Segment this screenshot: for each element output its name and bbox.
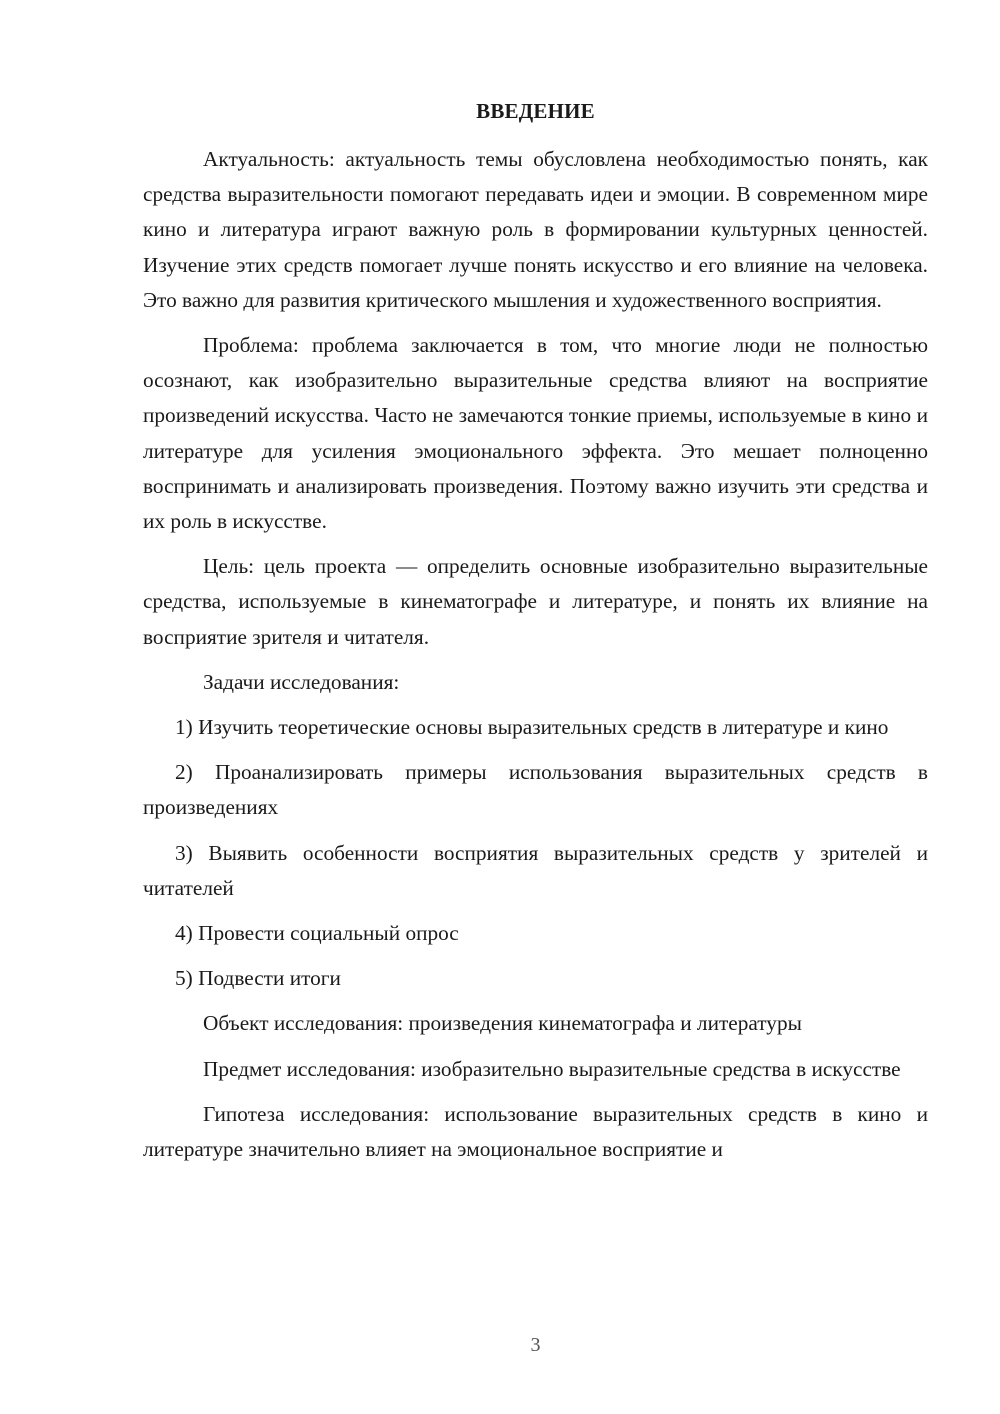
task-item-4: 4) Провести социальный опрос (175, 921, 459, 946)
task-item-3: 3) Выявить особенности восприятия выразительных средств у зрителей и читателей (143, 840, 928, 900)
paragraph-relevance: Актуальность: актуальность темы обусловлена необходимостью понять, как средства выразительности помогают передавать идеи и эмоции. В современном мире кино и литература играют важную роль в формировании культурных ценностей. Изучение этих средств помогает лучше понять искусство и его влияние на человека. Это важно для развития критического мышления и художественного восприятия. (143, 147, 928, 312)
task-item-5: 5) Подвести итоги (175, 966, 341, 991)
document-page (143, 0, 928, 1414)
task-item-1: 1) Изучить теоретические основы выразительных средств в литературе и кино (175, 715, 889, 740)
document-body (143, 142, 928, 1167)
paragraph-object: Объект исследования: произведения кинематографа и литературы (203, 1011, 802, 1036)
paragraph-subject: Предмет исследования: изобразительно выразительные средства в искусстве (203, 1056, 901, 1081)
paragraph-goal: Цель: цель проекта — определить основные изобразительно выразительные средства, используемые в кинематографе и литературе, и понять их влияние на восприятие зрителя и читателя. (143, 554, 928, 649)
task-item-2: 2) Проанализировать примеры использования выразительных средств в произведениях (143, 760, 928, 820)
page-title: ВВЕДЕНИЕ (476, 99, 595, 123)
tasks-heading: Задачи исследования: (203, 669, 400, 694)
paragraph-problem: Проблема: проблема заключается в том, что многие люди не полностью осознают, как изобразительно выразительные средства влияют на восприятие произведений искусства. Часто не замечаются тонкие приемы, используемые в кино и литературе для усиления эмоционального эффекта. Это мешает полноценно воспринимать и анализировать произведения. Поэтому важно изучить эти средства и их роль в искусстве. (143, 333, 928, 534)
page-number: 3 (530, 1334, 541, 1356)
paragraph-hypothesis: Гипотеза исследования: использование выразительных средств в кино и литературе значительно влияет на эмоциональное восприятие и (143, 1101, 928, 1162)
